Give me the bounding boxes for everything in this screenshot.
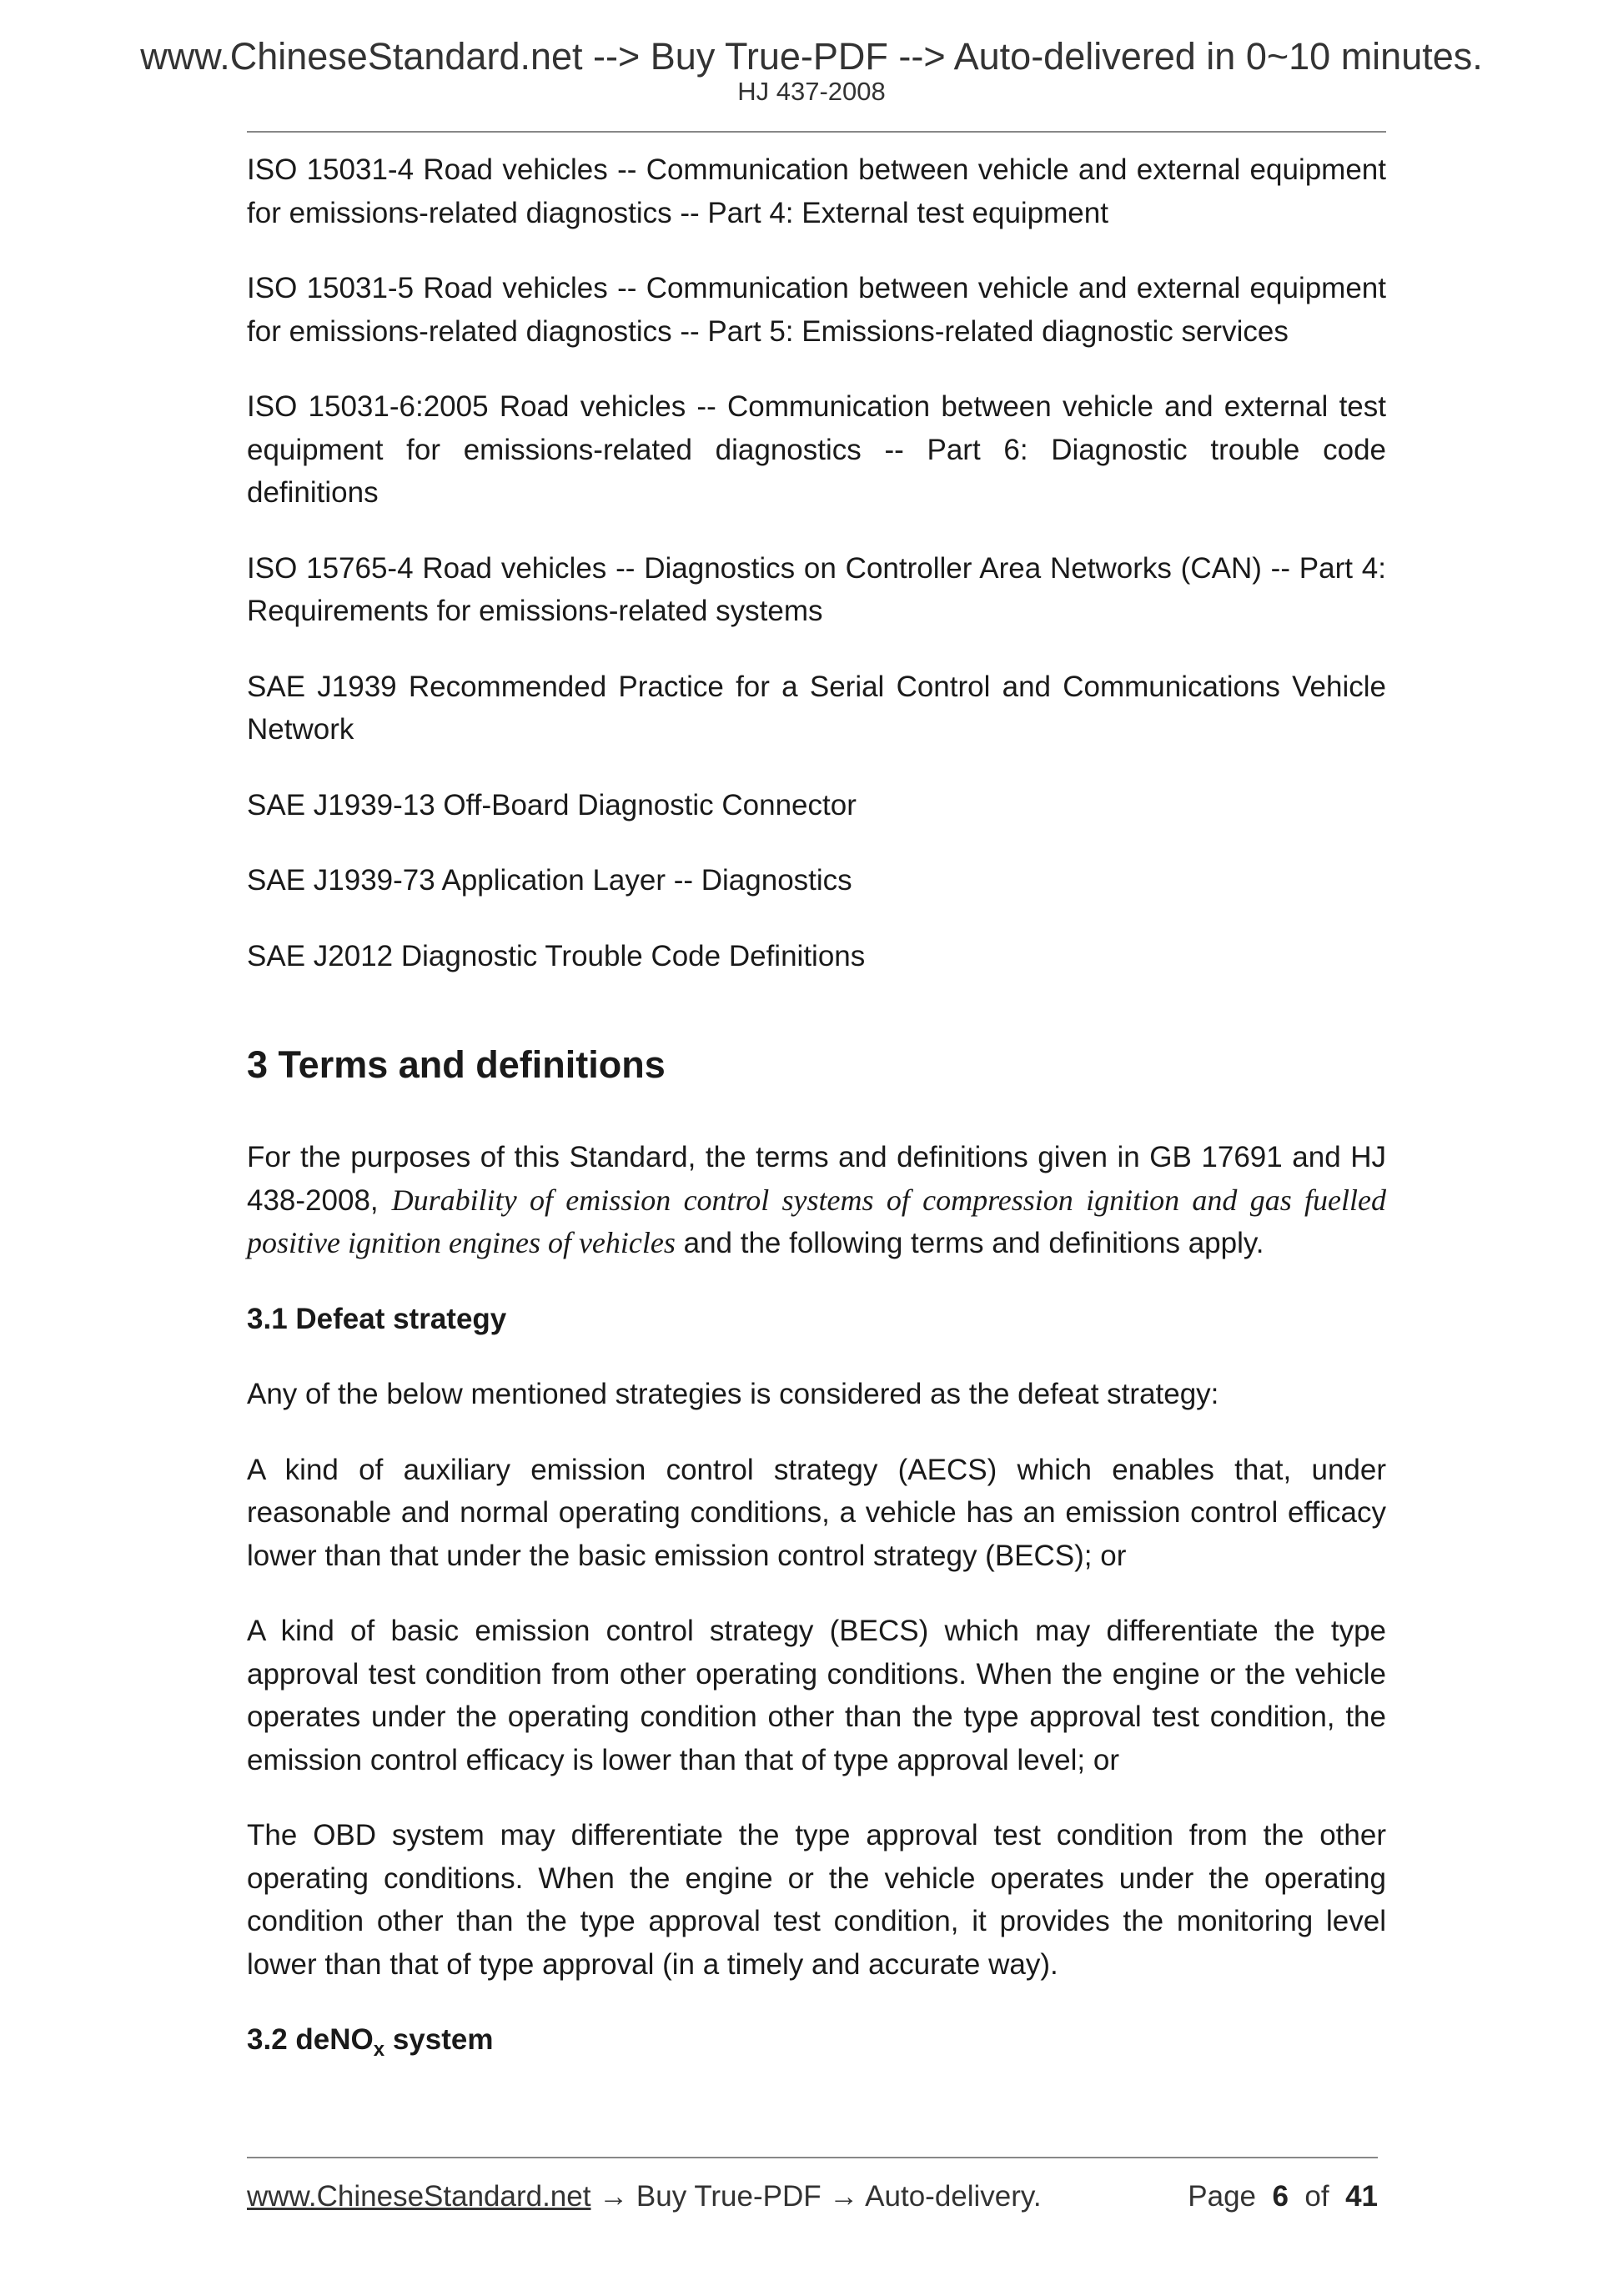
reference-item: ISO 15765-4 Road vehicles -- Diagnostics on Controller Area Networks (CAN) -- Part 4: Requirements for emissions-related systems xyxy=(247,551,1386,627)
footer-divider xyxy=(247,2157,1378,2158)
current-page: 6 xyxy=(1272,2180,1289,2213)
definition-item: The OBD system may differentiate the type approval test condition from the other operating conditions. When the engine or the vehicle operates under the operating condition other than the type approval test condition, it provides the monitoring level lower than that of type approval (in a timely and accurate way). xyxy=(247,1819,1386,1981)
definition-lead: Any of the below mentioned strategies is considered as the defeat strategy: xyxy=(247,1378,1219,1410)
header-divider xyxy=(247,131,1386,133)
total-pages: 41 xyxy=(1345,2180,1378,2213)
reference-item: ISO 15031-5 Road vehicles -- Communication between vehicle and external equipment for emissions-related diagnostics -- Part 5: Emissions-related diagnostic services xyxy=(247,272,1386,348)
subsection-heading-denox xyxy=(247,2018,1386,2072)
footer-site-link[interactable]: www.ChineseStandard.net xyxy=(247,2180,591,2213)
section-intro xyxy=(247,1136,1386,1265)
document-code: HJ 437-2008 xyxy=(737,77,886,106)
reference-item: SAE J1939-13 Off-Board Diagnostic Connector xyxy=(247,788,857,821)
definition-item: A kind of auxiliary emission control strategy (AECS) which enables that, under reasonable and normal operating conditions, a vehicle has an emission control efficacy lower than that under the basic emission control strategy (BECS); or xyxy=(247,1453,1386,1572)
reference-item: SAE J2012 Diagnostic Trouble Code Definitions xyxy=(247,939,866,972)
of-label: of xyxy=(1304,2180,1329,2213)
denox-subscript: x xyxy=(373,2038,385,2061)
page-number xyxy=(1188,2178,1378,2216)
subsection-heading: 3.1 Defeat strategy xyxy=(247,1302,507,1335)
reference-item: SAE J1939-73 Application Layer -- Diagnostics xyxy=(247,864,852,897)
reference-item: ISO 15031-4 Road vehicles -- Communication between vehicle and external equipment for emissions-related diagnostics -- Part 4: External test equipment xyxy=(247,153,1386,229)
page-label: Page xyxy=(1188,2180,1257,2213)
reference-item: SAE J1939 Recommended Practice for a Serial Control and Communications Vehicle Network xyxy=(247,670,1386,746)
referenced-title: Durability of emission control systems of compression ignition and gas fuelled positive ignition engines of vehicles xyxy=(247,1183,1386,1259)
definition-item: A kind of basic emission control strategy (BECS) which may differentiate the type approval test condition from other operating conditions. When the engine or the vehicle operates under the operating condition other than the type approval test condition, the emission control efficacy is lower than that of type approval level; or xyxy=(247,1615,1386,1776)
page-content xyxy=(247,148,1386,2104)
reference-item: ISO 15031-6:2005 Road vehicles -- Communication between vehicle and external test equipment for emissions-related diagnostics -- Part 6: Diagnostic trouble code definitions xyxy=(247,390,1386,509)
section-heading: 3 Terms and definitions xyxy=(247,1043,666,1086)
denox-prefix: 3.2 deNO xyxy=(247,2023,374,2056)
footer-tail-text: → Buy True-PDF → Auto-delivery. xyxy=(590,2180,1042,2213)
top-banner: www.ChineseStandard.net --> Buy True-PDF --> Auto-delivered in 0~10 minutes. xyxy=(140,35,1483,78)
intro-text-end: and the following terms and definitions apply. xyxy=(675,1227,1264,1259)
footer-promo xyxy=(247,2178,1042,2216)
page-footer xyxy=(247,2178,1378,2216)
denox-suffix: system xyxy=(384,2023,494,2056)
intro-text: For the purposes of this Standard, the terms and definitions given in GB 17691 and HJ 438-2008, xyxy=(247,1141,1386,1217)
